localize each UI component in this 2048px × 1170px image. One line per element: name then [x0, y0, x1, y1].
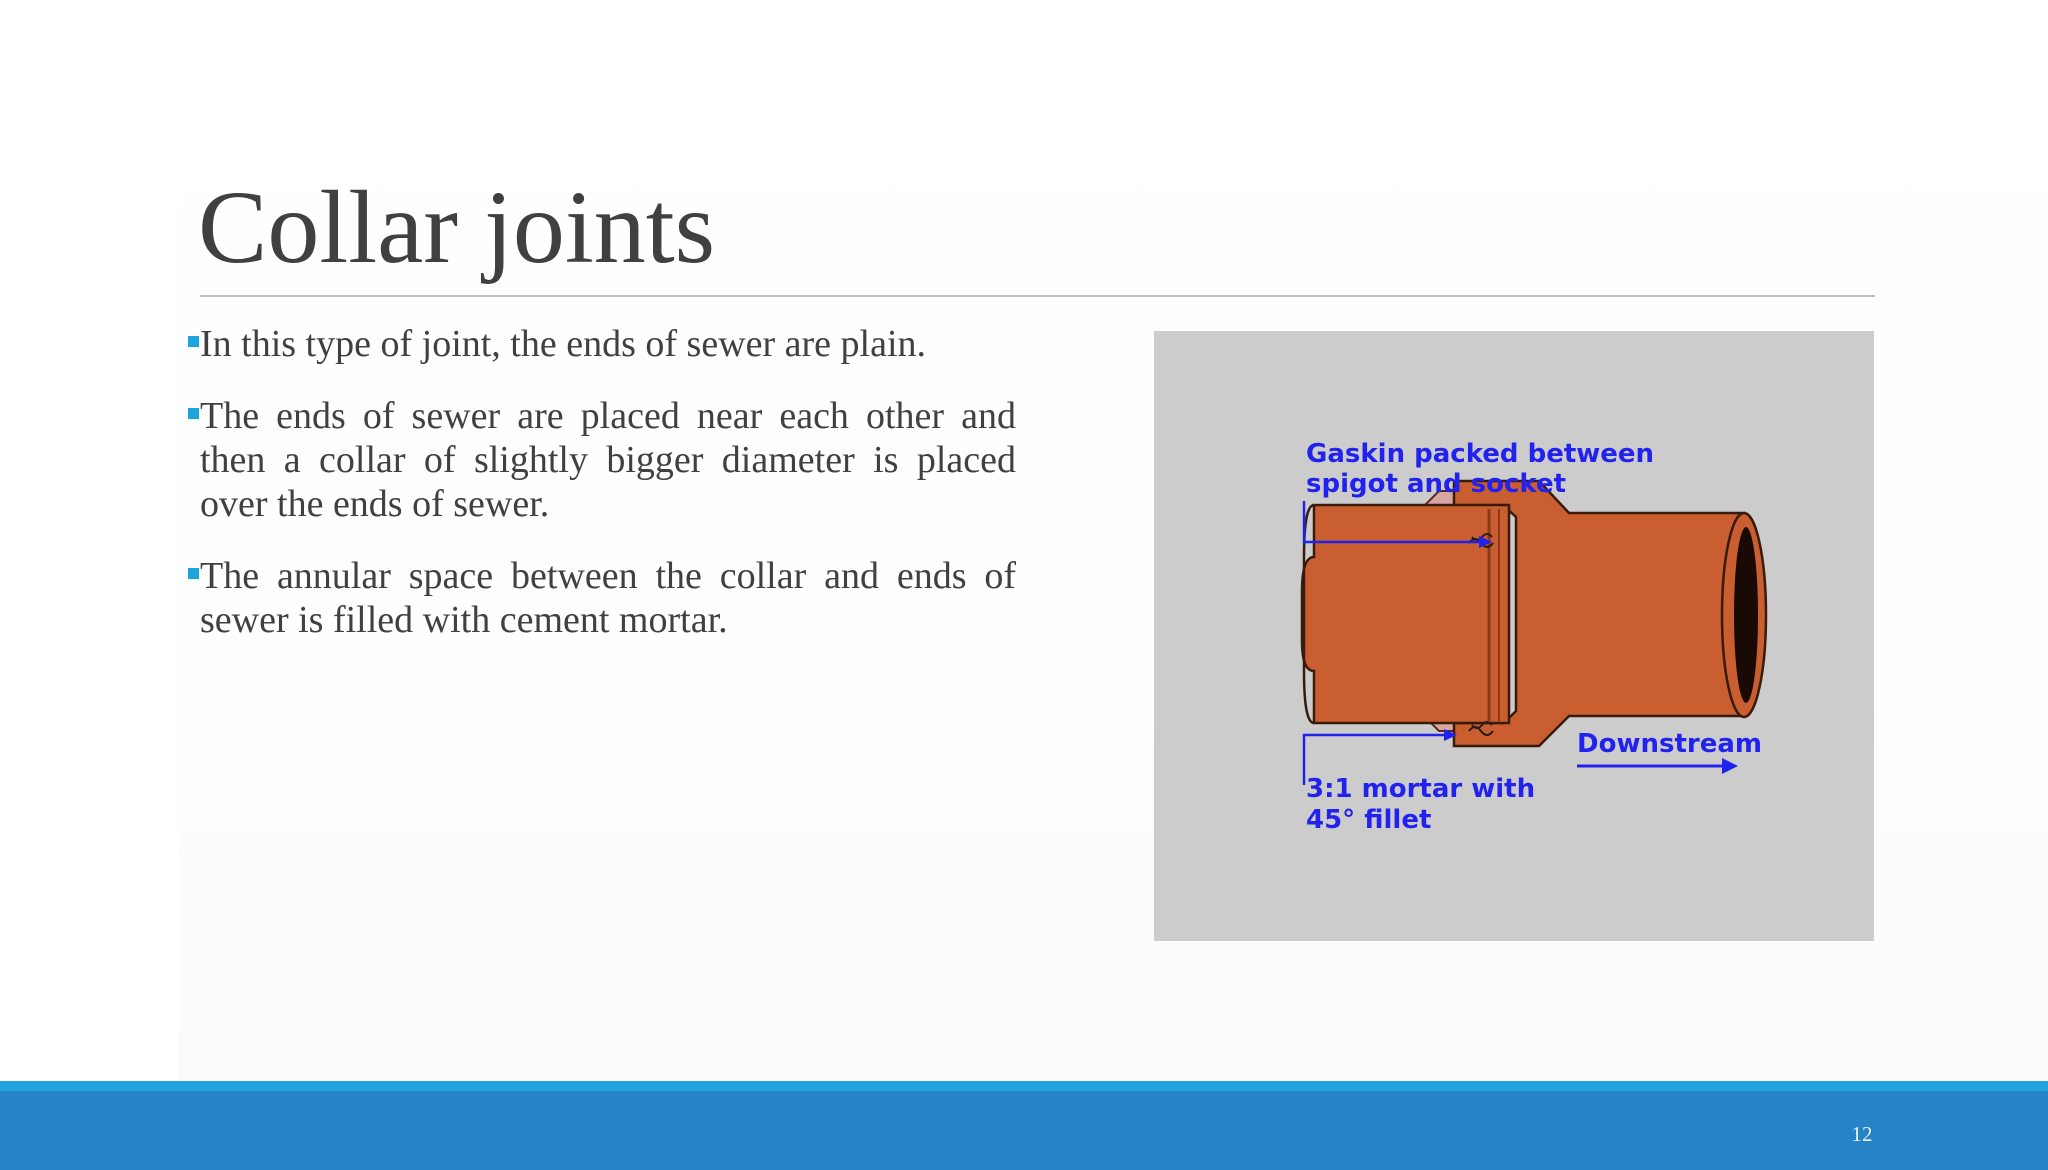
pipe-bore [1734, 527, 1758, 703]
downstream-label: Downstream [1577, 729, 1762, 759]
mortar-label-line1: 3:1 mortar with [1306, 774, 1536, 804]
slide-title: Collar joints [198, 170, 716, 285]
bullet-text: The annular space between the collar and ends of sewer is filled with cement mortar. [200, 555, 1016, 641]
footer-bar [0, 1091, 2048, 1170]
bullet-square-icon [188, 408, 199, 419]
bullet-text: In this type of joint, the ends of sewer are plain. [200, 323, 927, 365]
gaskin-label-line2: spigot and socket [1306, 469, 1567, 499]
bullet-text: The ends of sewer are placed near each other and then a collar of slightly bigger diameter is placed over the ends of sewer. [200, 395, 1016, 525]
mortar-label-line2: 45° fillet [1306, 805, 1432, 835]
bullet-square-icon [188, 336, 199, 347]
bullet-item [186, 394, 1016, 526]
page-number: 12 [1851, 1122, 1873, 1146]
bullet-square-icon [188, 568, 199, 579]
bullet-list [186, 322, 1016, 670]
bullet-item [186, 322, 1016, 366]
collar-joint-diagram [1154, 331, 1874, 941]
title-divider [200, 295, 1875, 297]
gaskin-label-line1: Gaskin packed between [1306, 439, 1655, 469]
spigot-pipe [1302, 505, 1509, 723]
footer-accent-line [0, 1081, 2048, 1091]
bullet-item [186, 554, 1016, 642]
left-margin [0, 0, 178, 1080]
